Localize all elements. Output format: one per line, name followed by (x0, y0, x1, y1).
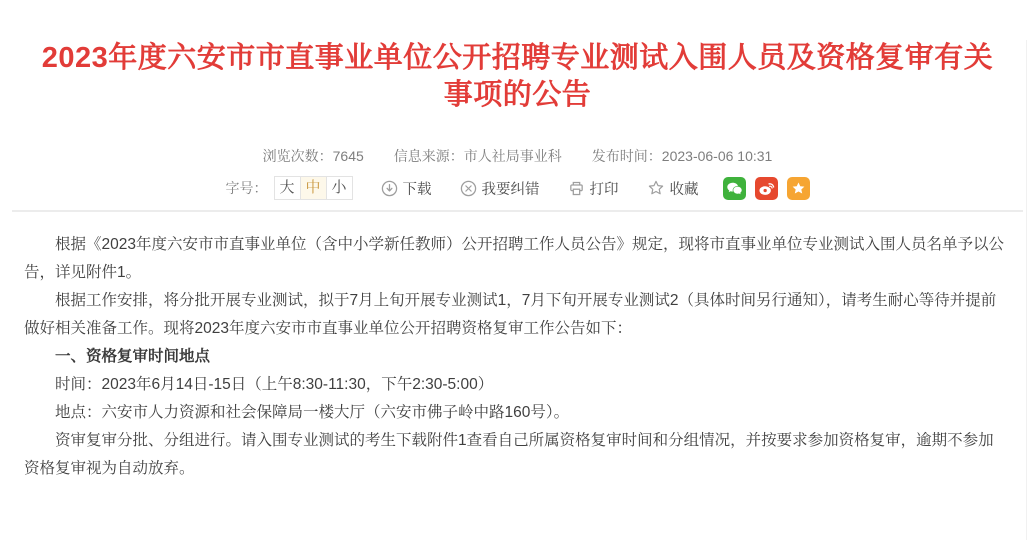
paragraph-place: 地点：六安市人力资源和社会保障局一楼大厅（六安市佛子岭中路160号）。 (55, 404, 570, 421)
font-size-group (274, 176, 353, 200)
error-correction-icon (460, 180, 477, 197)
page-title: 2023年度六安市市直事业单位公开招聘专业测试入围人员及资格复审有关事项的公告 (41, 42, 994, 111)
font-size-medium-button[interactable]: 中 (300, 176, 327, 200)
section-heading-review-time-place: 一、资格复审时间地点 (55, 348, 211, 365)
paragraph-time: 时间：2023年6月14日-15日（上午8:30-11:30，下午2:30-5:00） (55, 376, 494, 393)
source-value: 市人社局事业科 (463, 148, 562, 164)
source-label: 信息来源： (393, 148, 464, 164)
article-meta-bar (0, 146, 1035, 166)
time-value: 2023-06-06 10:31 (661, 148, 773, 164)
font-size-small-button[interactable]: 小 (326, 176, 353, 200)
download-label: 下载 (402, 181, 432, 198)
page-right-border (1026, 40, 1027, 540)
font-size-label: 字号： (225, 180, 268, 196)
font-size-widget (226, 176, 353, 200)
report-error-button[interactable] (460, 178, 540, 199)
download-button[interactable] (381, 178, 432, 199)
report-error-label: 我要纠错 (481, 181, 540, 198)
star-share-button[interactable] (787, 177, 810, 200)
info-source (394, 146, 562, 166)
paragraph-intro: 根据《2023年度六安市市直事业单位（含中小学新任教师）公开招聘工作人员公告》规定，现将市直事业单位专业测试入围人员名单予以公告，详见附件1。 (24, 236, 1004, 281)
publish-time (592, 146, 773, 166)
weibo-share-button[interactable] (755, 177, 778, 200)
favorite-button[interactable] (647, 178, 699, 199)
print-button[interactable] (568, 178, 619, 199)
paragraph-schedule: 根据工作安排，将分批开展专业测试，拟于7月上旬开展专业测试1，7月下旬开展专业测试2（具体时间另行通知），请考生耐心等待并提前做好相关准备工作。现将2023年度六安市市直事业单位公开招聘资格复审工作公告如下： (24, 292, 997, 337)
wechat-icon (725, 179, 744, 198)
views-count (263, 146, 364, 166)
star-outline-icon (647, 179, 665, 197)
font-size-large-button[interactable]: 大 (274, 176, 301, 200)
paragraph-grouping: 资审复审分批、分组进行。请入围专业测试的考生下载附件1查看自己所属资格复审时间和分组情况，并按要求参加资格复审，逾期不参加资格复审视为自动放弃。 (24, 432, 994, 477)
star-share-icon (790, 180, 807, 197)
views-value: 7645 (332, 148, 364, 164)
article-body (0, 212, 1035, 483)
views-label: 浏览次数： (262, 148, 333, 164)
favorite-label: 收藏 (669, 181, 699, 198)
share-buttons (723, 177, 810, 200)
announcement-page (0, 40, 1035, 540)
time-label: 发布时间： (591, 148, 662, 164)
print-label: 打印 (589, 181, 619, 198)
article-toolbar (0, 175, 1035, 201)
printer-icon (568, 180, 585, 197)
wechat-share-button[interactable] (723, 177, 746, 200)
download-icon (381, 180, 398, 197)
weibo-icon (757, 179, 776, 198)
